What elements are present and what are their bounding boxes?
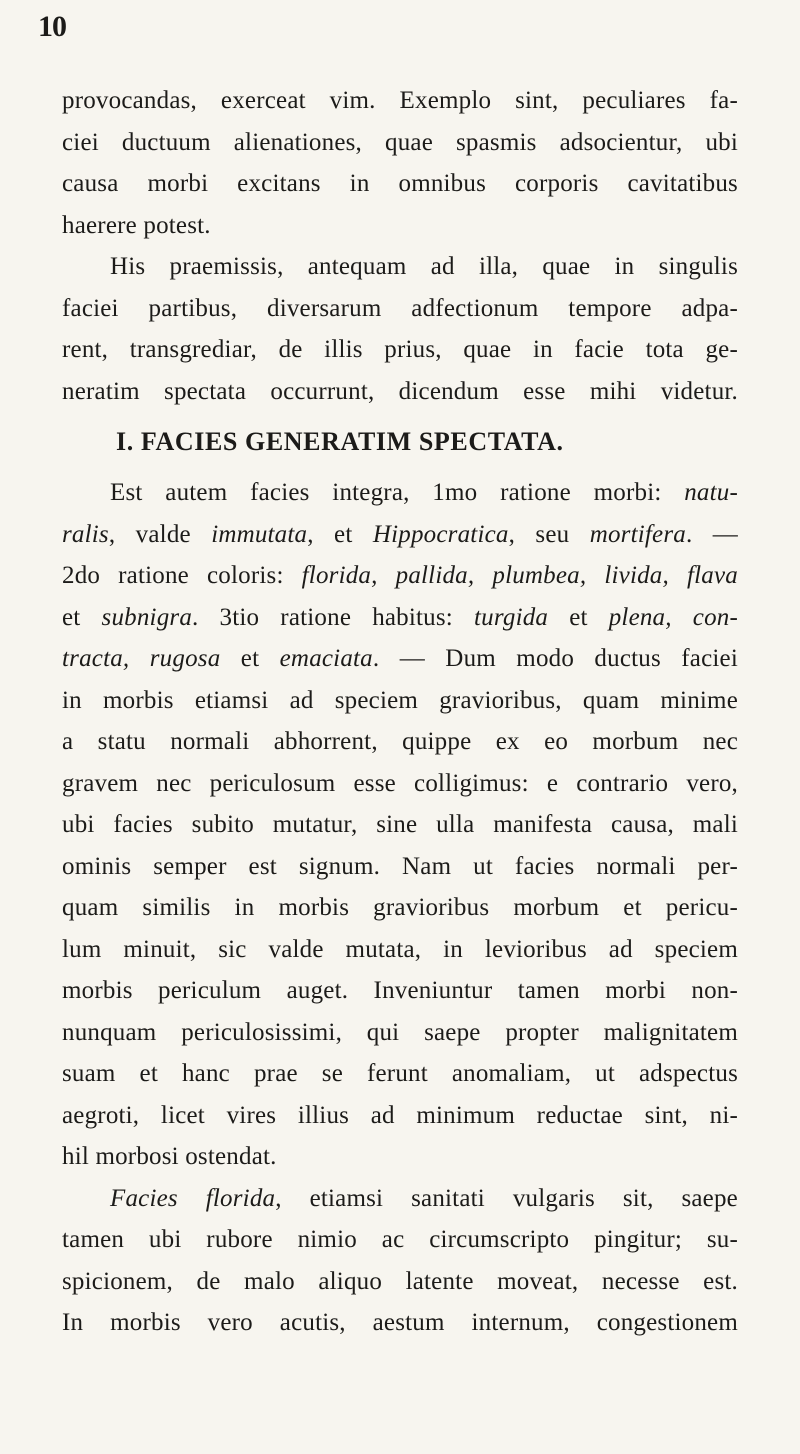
italic-term: Hippocratica xyxy=(372,520,509,548)
text-span: , etiamsi sanitati vulgaris sit, saepe xyxy=(275,1184,738,1212)
text-line: faciei partibus, diversarum adfectionum tempore adpa- xyxy=(62,294,738,322)
italic-term: tracta, rugosa xyxy=(62,645,221,672)
text-span: . — Dum modo ductus faciei xyxy=(372,645,738,672)
italic-term: immutata xyxy=(211,520,308,548)
text-line: neratim spectata occurrunt, dicendum esse mihi videtur. xyxy=(62,377,738,405)
text-line xyxy=(62,555,738,597)
text-span: , et xyxy=(307,520,373,548)
italic-term: subnigra xyxy=(101,603,193,631)
text-span: , valde xyxy=(108,520,212,548)
italic-term: turgida xyxy=(474,603,549,631)
italic-term: natu- xyxy=(684,479,738,506)
text-line: nunquam periculosissimi, qui saepe propter malignitatem xyxy=(62,1018,738,1046)
text-line: in morbis etiamsi ad speciem gravioribus, quam minime xyxy=(62,686,738,714)
text-line: aegroti, licet vires illius ad minimum reductae sint, ni- xyxy=(62,1101,738,1129)
text-line: morbis periculum auget. Inveniuntur tamen morbi non- xyxy=(62,977,738,1004)
text-line: lum minuit, sic valde mutata, in levioribus ad speciem xyxy=(62,935,738,963)
text-line: gravem nec periculosum esse colligimus: e contrario vero, xyxy=(62,769,738,797)
text-line: rent, transgrediar, de illis prius, quae in facie tota ge- xyxy=(62,336,738,363)
text-line xyxy=(62,514,738,556)
text-line: hil morbosi ostendat. xyxy=(62,1143,277,1170)
text-line xyxy=(62,597,738,639)
text-span: 2do ratione coloris: xyxy=(62,562,302,589)
text-line: In morbis vero acutis, aestum internum, congestionem xyxy=(62,1309,738,1336)
text-line xyxy=(62,638,738,680)
italic-term: mortifera xyxy=(589,520,686,548)
text-span: . 3tio ratione habitus: xyxy=(192,603,475,631)
italic-term: plena, con- xyxy=(608,603,739,631)
text-span: Est autem facies integra, 1mo ratione morbi: xyxy=(110,479,685,506)
text-span: . — xyxy=(685,520,738,548)
text-line: causa morbi excitans in omnibus corporis cavitatibus xyxy=(62,170,738,197)
text-line xyxy=(62,1178,738,1220)
text-line: suam et hanc prae se ferunt anomaliam, ut adspectus xyxy=(62,1060,738,1087)
text-line: quam similis in morbis gravioribus morbum et pericu- xyxy=(62,894,738,921)
italic-term: Facies florida xyxy=(110,1184,276,1212)
body-text xyxy=(62,80,738,1344)
text-line: ominis semper est signum. Nam ut facies normali per- xyxy=(62,852,738,880)
text-line: ubi facies subito mutatur, sine ulla manifesta causa, mali xyxy=(62,811,738,838)
italic-term: ralis xyxy=(62,520,109,548)
page-number: 10 xyxy=(38,10,66,43)
italic-term: florida, pallida, plumbea, livida, flava xyxy=(301,562,738,589)
text-span: et xyxy=(62,603,102,631)
text-span: et xyxy=(548,603,609,631)
text-line: tamen ubi rubore nimio ac circumscripto pingitur; su- xyxy=(62,1226,738,1253)
text-line: spicionem, de malo aliquo latente moveat, necesse est. xyxy=(62,1267,738,1295)
text-line: haerere potest. xyxy=(62,211,211,239)
text-line xyxy=(62,472,738,514)
text-line: provocandas, exerceat vim. Exemplo sint, peculiares fa- xyxy=(62,87,738,114)
text-span: , seu xyxy=(508,520,590,548)
italic-term: emaciata xyxy=(279,645,373,672)
text-span: et xyxy=(220,645,280,672)
text-line: a statu normali abhorrent, quippe ex eo morbum nec xyxy=(62,728,738,755)
text-line: ciei ductuum alienationes, quae spasmis adsocientur, ubi xyxy=(62,128,738,156)
text-line: His praemissis, antequam ad illa, quae in singulis xyxy=(110,253,738,280)
section-heading: I. FACIES GENERATIM SPECTATA. xyxy=(116,427,564,456)
